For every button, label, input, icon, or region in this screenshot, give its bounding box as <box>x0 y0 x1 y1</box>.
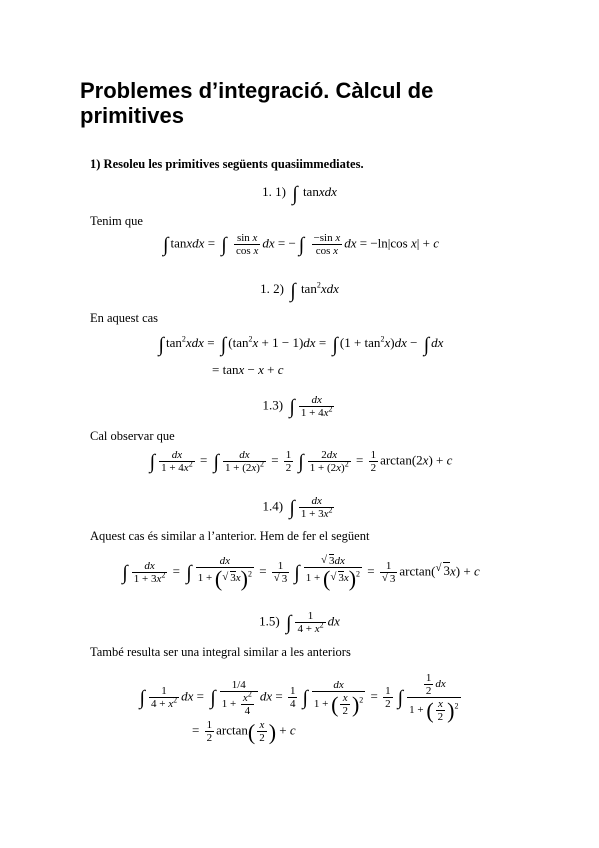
problem-1-2-statement: 1. 2) ∫ $\tan^2xdx$ <box>260 280 339 302</box>
problem-1-1-label: 1. 1) <box>262 184 286 199</box>
problem-1-3-statement: 1.3) ∫ $\frac{dx}{1 + 4x^2}$ <box>262 394 333 419</box>
problem-1-2-solution: ∫ $\tan^2xdx$ = ∫ $(\tan^2x + 1 - 1)dx$ = ∫ $(1 + \tan^2x)dx$ − ∫ dx <box>158 334 444 356</box>
problem-1-2-intro: En aquest cas <box>90 311 159 325</box>
problem-1-3-intro: Cal observar que <box>90 429 175 443</box>
problem-1-3-solution: ∫ $\frac{dx}{1 + 4x^2}$ = ∫ $\frac{dx}{1 + (2x)^2}$ = $\frac{1}{2}$ ∫ $\frac{2dx}{1 + (2x)^2}$ = $\frac{1}{2}$ arctan(2x) + c <box>149 449 453 474</box>
problem-1-4-intro: Aquest cas és similar a l’anterior. Hem de fer el següent <box>90 529 370 543</box>
problem-1-5-label: 1.5) <box>259 613 280 629</box>
problem-1-1-intro: Tenim que <box>90 214 143 228</box>
problem-1-3-label: 1.3) <box>262 397 284 413</box>
problem-1-5-solution-cont: = $\frac{1}{2}$ arctan( $\frac{x}{2}$ ) + c <box>192 719 296 745</box>
problem-1-2-label: 1. 2) <box>260 281 284 296</box>
problem-1-1-statement: 1. 1) ∫ tanxdx <box>262 183 337 205</box>
problem-1-5-statement: 1.5) ∫ $\frac{1}{4 + x^2}$ dx <box>259 610 340 635</box>
problem-1-4-solution: ∫ $\frac{dx}{1 + 3x^2}$ = ∫ $\frac{dx}{1 + (√ 3x)^2}$ = 1 √ 3 ∫ √ $\frac{3dx}{1 + (√ 3x)^2}$ = 1 √ 3 arctan(√ 3x) + c <box>0 555 599 590</box>
page-title: Problemes d’integració. Càlcul de primitives <box>80 78 434 128</box>
section-heading: 1) Resoleu les primitives següents quasiimmediates. <box>90 157 364 171</box>
problem-1-5-intro: També resulta ser una integral similar a les anteriors <box>90 645 351 659</box>
problem-1-4-label: 1.4) <box>262 498 284 514</box>
problem-1-1-solution: ∫ tanxdx = ∫ $\frac{\text{sin x}}{\text{cos x}}$ dx = − ∫ $\frac{\text{−sin x}}{\text{cos x}}$ dx = −ln|cos x| + c <box>163 232 439 257</box>
problem-1-2-solution-cont: = tanx − x + c <box>212 362 284 377</box>
problem-1-4-statement: 1.4) ∫ $\frac{dx}{1 + 3x^2}$ <box>262 495 333 520</box>
problem-1-5-solution: ∫ $\frac{1}{4 + x^2}$ dx = ∫ 1/4 1 + $\frac{x^2}{4}$ dx = $\frac{1}{4}$ ∫ dx 1 + ( $\frac{x}{2}$ )$^2$ = $\frac{1}{2}$ ∫ $\frac{1}{2}$ dx 1 + ( $\frac{x}{2}$ )$^2$ <box>139 672 459 724</box>
